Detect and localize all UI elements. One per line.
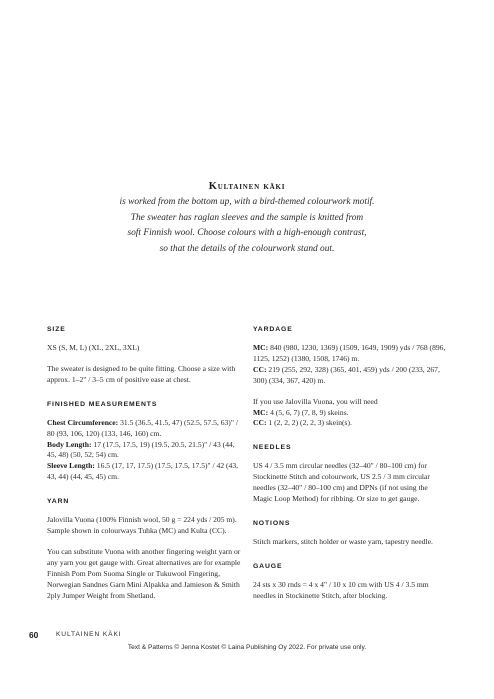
chest-value: 31.5 (36.5, 41.5, 47) (52.5, 57.5, 63)" / 80 (93, 106, 120) (133, 146, 160) cm. [47,417,238,438]
yarn-heading: YARN [47,498,70,506]
mc-skeins-label: MC: [253,407,269,417]
page-number: 60 [29,630,39,640]
left-column [47,326,244,612]
size-fit-note: The sweater is designed to be quite fitting. Choose a size with approx. 1–2" / 3–5 cm of positive ease at chest. [47,363,236,384]
intro-line-4: so that the details of the colourwork stand out. [159,243,335,254]
needles-text: US 4 / 3.5 mm circular needles (32–40" / 80–100 cm) for Stockinette Stitch and colourwork, US 2.5 / 3 mm circular needles (32–40" / 80–100 cm) and DPNs (if not using the Magic Loop Method) for ribbing. Or size to get gauge. [253,461,430,504]
intro-line-3: soft Finnish wool. Choose colours with a high-enough contrast, [127,228,367,239]
size-heading: SIZE [47,326,66,333]
gauge-heading: GAUGE [253,562,283,570]
mc-value: 840 (980, 1230, 1369) (1509, 1649, 1909) yds / 768 (896, 1125, 1252) (1380, 1508, 1746) m. [253,343,446,363]
skein-requirements [253,397,449,430]
vuona-intro: If you use Jalovilla Vuona, you will need [253,396,378,406]
body-length-value: 17 (17.5, 17.5, 19) (19.5, 20.5, 21.5)" / 43 (44, 45, 48) (50, 52, 54) cm. [47,439,235,460]
copyright-notice: Text & Patterns © Jenna Kostet © Laina Publishing Oy 2022. For private use only. [127,644,367,651]
cc-skeins-value: 1 (2, 2, 2) (2, 2, 3) skein(s). [266,418,352,428]
pattern-title: Kultainen käki [208,181,286,192]
size-list: XS (S, M, L) (XL, 2XL, 3XL) [47,343,140,352]
cc-label: CC: [253,364,267,374]
yardage-heading: YARDAGE [253,326,293,333]
notions-heading: NOTIONS [253,519,291,527]
notions-text: Stitch markers, stitch holder or waste yarn, tapestry needle. [253,536,433,546]
needles-heading: NEEDLES [253,444,292,452]
right-column [253,326,449,612]
pattern-intro [60,181,434,257]
sleeve-length-label: Sleeve Length: [47,461,95,471]
cc-skeins-label: CC: [253,418,267,428]
cc-value: 219 (255, 292, 328) (365, 401, 459) yds / 200 (233, 267, 300) (334, 367, 420) m. [253,364,440,385]
finished-measurements-heading: FINISHED MEASUREMENTS [47,400,158,408]
sleeve-length-value: 16.5 (17, 17, 17.5) (17.5, 17.5, 17.5)" / 42 (43, 43, 44) (44, 45, 45) cm. [47,461,239,482]
gauge-text: 24 sts x 30 rnds = 4 x 4" / 10 x 10 cm with US 4 / 3.5 mm needles in Stockinette Stitch, after blocking. [253,579,429,600]
body-length-label: Body Length: [47,439,92,449]
yarn-substitutes: You can substitute Vuona with another fingering weight yarn or any yarn you get gauge with. Great alternatives are for example Finnish Pom Pom Suoma Single or Tukuwool Fingering, Norwegian Sandnes Garn Mini Alpakka and Jamieson & Smith 2ply Jumper Weight from Shetland. [47,546,241,600]
yarn-description: Jalovilla Vuona (100% Finnish wool, 50 g = 224 yds / 205 m). Sample shown in colourways Tuhka (MC) and Kulta (CC). [47,515,237,536]
chest-label: Chest Circumference: [47,417,119,427]
intro-line-1: is worked from the bottom up, with a bird-themed colourwork motif. [119,197,375,207]
mc-skeins-value: 4 (5, 6, 7) (7, 8, 9) skeins. [268,407,349,417]
mc-label: MC: [253,343,269,352]
yardage-text [253,343,449,387]
running-title: KULTAINEN KÄKI [56,631,122,638]
intro-line-2: The sweater has raglan sleeves and the sample is knitted from [130,212,364,223]
finished-measurements-text [47,418,244,483]
